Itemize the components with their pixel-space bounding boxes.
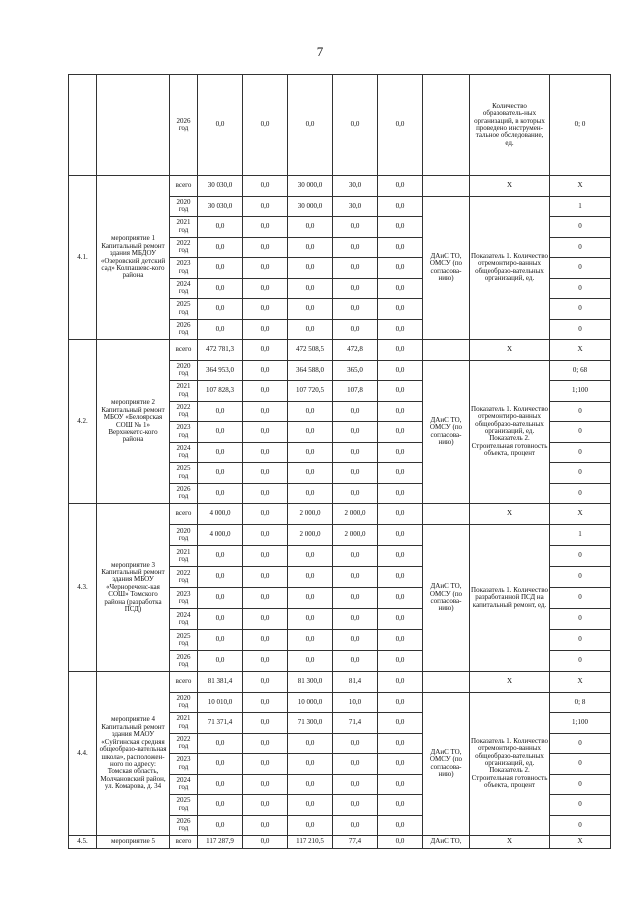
indicator-value-cell: 0 (550, 754, 611, 775)
value-cell: 81,4 (333, 672, 378, 693)
year-cell: 2022 год (170, 237, 198, 258)
indicator-value-cell: 1;100 (550, 713, 611, 734)
value-cell: 0,0 (333, 442, 378, 463)
value-cell: 0,0 (198, 319, 243, 340)
indicator-value-cell: 0 (550, 815, 611, 836)
value-cell: 0,0 (378, 546, 423, 567)
value-cell: 0,0 (378, 258, 423, 279)
table-row (69, 340, 611, 361)
indicator-cell: Количество образователь-ных организаций, в которых проведено инструмен-тальное обследование, ед. (470, 75, 550, 176)
value-cell: 0,0 (243, 442, 288, 463)
value-cell: 0,0 (288, 278, 333, 299)
executor-cell (423, 504, 470, 525)
description-cell: мероприятие 3 Капитальный ремонт здания МБОУ «Чернореченс-кая СОШ» Томского района (разработка ПСД) (97, 504, 170, 672)
value-cell: 0,0 (198, 442, 243, 463)
value-cell: 0,0 (198, 795, 243, 816)
value-cell: 4 000,0 (198, 525, 243, 546)
value-cell: 10,0 (333, 692, 378, 713)
value-cell: 2 000,0 (333, 525, 378, 546)
value-cell: 0,0 (198, 217, 243, 238)
value-cell: 71 371,4 (198, 713, 243, 734)
year-cell: всего (170, 672, 198, 693)
description-cell: мероприятие 1 Капитальный ремонт здания МБДОУ «Озеровский детский сад» Колпашевс-кого района (97, 176, 170, 340)
year-cell: 2020 год (170, 360, 198, 381)
value-cell: 4 000,0 (198, 504, 243, 525)
value-cell: 0,0 (333, 651, 378, 672)
value-cell: 0,0 (243, 278, 288, 299)
indicator-value-cell: 0 (550, 217, 611, 238)
value-cell: 0,0 (243, 299, 288, 320)
value-cell: 0,0 (243, 692, 288, 713)
x-cell: Х (470, 176, 550, 197)
value-cell: 117 287,9 (198, 836, 243, 849)
year-cell: 2022 год (170, 567, 198, 588)
indicator-value-cell: 0 (550, 463, 611, 484)
value-cell: 0,0 (333, 258, 378, 279)
value-cell: 0,0 (378, 422, 423, 443)
value-cell: 0,0 (288, 546, 333, 567)
value-cell: 0,0 (243, 713, 288, 734)
value-cell: 10 000,0 (288, 692, 333, 713)
year-cell: 2026 год (170, 319, 198, 340)
value-cell: 0,0 (333, 237, 378, 258)
value-cell: 0,0 (243, 75, 288, 176)
value-cell: 0,0 (333, 774, 378, 795)
year-cell: 2026 год (170, 483, 198, 504)
value-cell: 0,0 (288, 651, 333, 672)
value-cell: 0,0 (333, 278, 378, 299)
value-cell: 0,0 (378, 299, 423, 320)
value-cell: 0,0 (243, 630, 288, 651)
value-cell: 0,0 (378, 483, 423, 504)
value-cell: 0,0 (378, 733, 423, 754)
value-cell: 0,0 (333, 815, 378, 836)
value-cell: 472,8 (333, 340, 378, 361)
value-cell: 0,0 (243, 774, 288, 795)
value-cell: 0,0 (378, 504, 423, 525)
value-cell: 0,0 (378, 836, 423, 849)
value-cell: 0,0 (198, 237, 243, 258)
value-cell: 0,0 (333, 609, 378, 630)
x-cell: Х (470, 672, 550, 693)
year-cell: всего (170, 340, 198, 361)
value-cell: 0,0 (198, 258, 243, 279)
value-cell: 0,0 (288, 401, 333, 422)
value-cell: 0,0 (243, 463, 288, 484)
number-cell (69, 75, 97, 176)
indicator-value-cell: 1;100 (550, 381, 611, 402)
executor-cell: ДАиС ТО, ОМСУ (по согласова-нию) (423, 692, 470, 836)
value-cell: 0,0 (333, 299, 378, 320)
value-cell: 2 000,0 (288, 504, 333, 525)
indicator-value-cell: Х (550, 672, 611, 693)
indicator-value-cell: Х (550, 504, 611, 525)
description-cell: мероприятие 5 (97, 836, 170, 849)
value-cell: 0,0 (288, 463, 333, 484)
value-cell: 0,0 (378, 196, 423, 217)
value-cell: 0,0 (198, 422, 243, 443)
value-cell: 0,0 (378, 795, 423, 816)
value-cell: 0,0 (198, 401, 243, 422)
value-cell: 0,0 (243, 340, 288, 361)
year-cell: 2020 год (170, 525, 198, 546)
value-cell: 0,0 (333, 483, 378, 504)
number-cell: 4.1. (69, 176, 97, 340)
year-cell: 2021 год (170, 713, 198, 734)
value-cell: 0,0 (198, 463, 243, 484)
value-cell: 0,0 (378, 237, 423, 258)
value-cell: 0,0 (288, 754, 333, 775)
table-row (69, 176, 611, 197)
value-cell: 0,0 (288, 567, 333, 588)
indicator-value-cell: 0 (550, 278, 611, 299)
number-cell: 4.5. (69, 836, 97, 849)
value-cell: 0,0 (378, 525, 423, 546)
value-cell: 0,0 (333, 733, 378, 754)
value-cell: 0,0 (333, 217, 378, 238)
year-cell: 2024 год (170, 609, 198, 630)
value-cell: 0,0 (378, 567, 423, 588)
value-cell: 364 588,0 (288, 360, 333, 381)
value-cell: 0,0 (333, 319, 378, 340)
value-cell: 0,0 (288, 422, 333, 443)
year-cell: 2026 год (170, 815, 198, 836)
value-cell: 0,0 (288, 588, 333, 609)
year-cell: всего (170, 176, 198, 197)
value-cell: 0,0 (288, 299, 333, 320)
year-cell: 2023 год (170, 588, 198, 609)
x-cell: Х (470, 340, 550, 361)
executor-cell: ДАиС ТО, ОМСУ (по согласова-нию) (423, 196, 470, 340)
indicator-cell: Показатель 1. Количество разработанной ПСД на капитальный ремонт, ед. (470, 525, 550, 672)
year-cell: 2024 год (170, 774, 198, 795)
value-cell: 107,8 (333, 381, 378, 402)
value-cell: 0,0 (243, 504, 288, 525)
value-cell: 0,0 (333, 588, 378, 609)
value-cell: 0,0 (243, 401, 288, 422)
executor-cell: ДАиС ТО, (423, 836, 470, 849)
value-cell: 0,0 (243, 588, 288, 609)
value-cell: 30 030,0 (198, 196, 243, 217)
value-cell: 0,0 (333, 546, 378, 567)
value-cell: 0,0 (243, 836, 288, 849)
value-cell: 117 210,5 (288, 836, 333, 849)
value-cell: 0,0 (378, 319, 423, 340)
value-cell: 472 781,3 (198, 340, 243, 361)
value-cell: 0,0 (288, 630, 333, 651)
value-cell: 0,0 (198, 651, 243, 672)
year-cell: 2020 год (170, 692, 198, 713)
indicator-cell: Показатель 1. Количество отремонтиро-ванных общеобразо-вательных организаций, ед. (470, 196, 550, 340)
year-cell: 2021 год (170, 217, 198, 238)
year-cell: 2024 год (170, 442, 198, 463)
value-cell: 0,0 (378, 381, 423, 402)
value-cell: 0,0 (378, 401, 423, 422)
value-cell: 0,0 (378, 754, 423, 775)
value-cell: 0,0 (243, 422, 288, 443)
year-cell: всего (170, 836, 198, 849)
value-cell: 0,0 (198, 75, 243, 176)
year-cell: 2024 год (170, 278, 198, 299)
value-cell: 0,0 (378, 672, 423, 693)
value-cell: 0,0 (288, 319, 333, 340)
value-cell: 0,0 (198, 588, 243, 609)
value-cell: 0,0 (198, 483, 243, 504)
value-cell: 0,0 (243, 196, 288, 217)
value-cell: 81 300,0 (288, 672, 333, 693)
indicator-value-cell: 0; 8 (550, 692, 611, 713)
year-cell: 2026 год (170, 651, 198, 672)
year-cell: 2023 год (170, 754, 198, 775)
value-cell: 0,0 (243, 672, 288, 693)
number-cell: 4.4. (69, 672, 97, 836)
year-cell: 2026 год (170, 75, 198, 176)
value-cell: 0,0 (243, 567, 288, 588)
indicator-value-cell: 1 (550, 525, 611, 546)
value-cell: 0,0 (243, 546, 288, 567)
value-cell: 364 953,0 (198, 360, 243, 381)
value-cell: 0,0 (243, 609, 288, 630)
description-cell: мероприятие 4 Капитальный ремонт здания МАОУ «Суйгинская средняя общеобразо-вательная школа», расположен-ного по адресу: Томская область, Молчановский район, ул. Комарова, д. 34 (97, 672, 170, 836)
value-cell: 0,0 (288, 795, 333, 816)
value-cell: 0,0 (378, 630, 423, 651)
indicator-value-cell: 1 (550, 196, 611, 217)
description-cell: мероприятие 2 Капитальный ремонт МБОУ «Белоярская СОШ № 1» Верхнекетс-кого района (97, 340, 170, 504)
table-row (69, 672, 611, 693)
value-cell: 472 508,5 (288, 340, 333, 361)
value-cell: 0,0 (378, 176, 423, 197)
table-row (69, 75, 611, 176)
value-cell: 81 381,4 (198, 672, 243, 693)
value-cell: 0,0 (198, 754, 243, 775)
value-cell: 0,0 (198, 815, 243, 836)
indicator-cell: Показатель 1. Количество отремонтиро-ванных общеобразо-вательных организаций, ед. Показатель 2. Строительная готовность объекта, процент (470, 692, 550, 836)
program-table (68, 74, 611, 849)
indicator-value-cell: 0; 68 (550, 360, 611, 381)
value-cell: 0,0 (243, 651, 288, 672)
executor-cell (423, 672, 470, 693)
value-cell: 0,0 (243, 176, 288, 197)
value-cell: 0,0 (378, 609, 423, 630)
value-cell: 0,0 (198, 299, 243, 320)
value-cell: 0,0 (243, 483, 288, 504)
year-cell: 2023 год (170, 422, 198, 443)
table-row (69, 504, 611, 525)
value-cell: 0,0 (333, 754, 378, 775)
year-cell: 2020 год (170, 196, 198, 217)
value-cell: 0,0 (333, 75, 378, 176)
value-cell: 0,0 (243, 360, 288, 381)
value-cell: 0,0 (288, 237, 333, 258)
value-cell: 0,0 (333, 630, 378, 651)
value-cell: 0,0 (288, 258, 333, 279)
value-cell: 0,0 (378, 651, 423, 672)
indicator-value-cell: 0 (550, 546, 611, 567)
value-cell: 0,0 (378, 360, 423, 381)
value-cell: 30 030,0 (198, 176, 243, 197)
year-cell: 2022 год (170, 401, 198, 422)
year-cell: 2025 год (170, 463, 198, 484)
indicator-value-cell: 0 (550, 483, 611, 504)
value-cell: 0,0 (288, 483, 333, 504)
value-cell: 0,0 (288, 733, 333, 754)
indicator-value-cell: 0 (550, 588, 611, 609)
value-cell: 0,0 (378, 692, 423, 713)
indicator-value-cell: 0 (550, 774, 611, 795)
value-cell: 71,4 (333, 713, 378, 734)
indicator-value-cell: 0 (550, 299, 611, 320)
indicator-value-cell: 0; 0 (550, 75, 611, 176)
number-cell: 4.3. (69, 504, 97, 672)
value-cell: 0,0 (198, 278, 243, 299)
value-cell: 0,0 (243, 815, 288, 836)
value-cell: 0,0 (288, 442, 333, 463)
value-cell: 30 000,0 (288, 196, 333, 217)
indicator-cell: Показатель 1. Количество отремонтиро-ванных общеобразо-вательных организаций, ед. Показатель 2. Строительная готовность объекта, процент (470, 360, 550, 504)
number-cell: 4.2. (69, 340, 97, 504)
value-cell: 0,0 (288, 75, 333, 176)
value-cell: 2 000,0 (288, 525, 333, 546)
indicator-value-cell: 0 (550, 422, 611, 443)
year-cell: 2022 год (170, 733, 198, 754)
value-cell: 0,0 (333, 422, 378, 443)
value-cell: 0,0 (243, 525, 288, 546)
value-cell: 0,0 (243, 258, 288, 279)
value-cell: 30,0 (333, 196, 378, 217)
year-cell: 2025 год (170, 795, 198, 816)
value-cell: 0,0 (333, 463, 378, 484)
executor-cell: ДАиС ТО, ОМСУ (по согласова-нию) (423, 525, 470, 672)
value-cell: 0,0 (243, 733, 288, 754)
value-cell: 0,0 (243, 381, 288, 402)
indicator-value-cell: 0 (550, 237, 611, 258)
executor-cell (423, 340, 470, 361)
indicator-value-cell: 0 (550, 609, 611, 630)
value-cell: 0,0 (288, 815, 333, 836)
value-cell: 0,0 (378, 815, 423, 836)
x-cell: Х (470, 836, 550, 849)
value-cell: 0,0 (198, 567, 243, 588)
value-cell: 0,0 (198, 630, 243, 651)
value-cell: 0,0 (378, 442, 423, 463)
value-cell: 2 000,0 (333, 504, 378, 525)
value-cell: 0,0 (333, 401, 378, 422)
value-cell: 0,0 (378, 774, 423, 795)
value-cell: 0,0 (243, 237, 288, 258)
value-cell: 77,4 (333, 836, 378, 849)
value-cell: 0,0 (378, 217, 423, 238)
value-cell: 0,0 (243, 319, 288, 340)
value-cell: 0,0 (288, 609, 333, 630)
indicator-value-cell: 0 (550, 733, 611, 754)
page-number: 7 (316, 44, 324, 59)
year-cell: всего (170, 504, 198, 525)
indicator-value-cell: Х (550, 340, 611, 361)
value-cell: 0,0 (378, 75, 423, 176)
value-cell: 0,0 (243, 795, 288, 816)
value-cell: 0,0 (378, 713, 423, 734)
value-cell: 107 828,3 (198, 381, 243, 402)
value-cell: 365,0 (333, 360, 378, 381)
indicator-value-cell: 0 (550, 630, 611, 651)
value-cell: 0,0 (378, 588, 423, 609)
value-cell: 0,0 (378, 463, 423, 484)
indicator-value-cell: 0 (550, 651, 611, 672)
year-cell: 2025 год (170, 630, 198, 651)
value-cell: 0,0 (198, 546, 243, 567)
value-cell: 0,0 (288, 217, 333, 238)
value-cell: 0,0 (378, 278, 423, 299)
value-cell: 0,0 (198, 733, 243, 754)
year-cell: 2021 год (170, 381, 198, 402)
value-cell: 107 720,5 (288, 381, 333, 402)
indicator-value-cell: 0 (550, 567, 611, 588)
value-cell: 0,0 (378, 340, 423, 361)
table-row (69, 836, 611, 849)
value-cell: 30,0 (333, 176, 378, 197)
value-cell: 0,0 (333, 795, 378, 816)
value-cell: 0,0 (243, 754, 288, 775)
indicator-value-cell: 0 (550, 442, 611, 463)
executor-cell (423, 75, 470, 176)
indicator-value-cell: 0 (550, 795, 611, 816)
value-cell: 10 010,0 (198, 692, 243, 713)
value-cell: 71 300,0 (288, 713, 333, 734)
executor-cell: ДАиС ТО, ОМСУ (по согласова-нию) (423, 360, 470, 504)
year-cell: 2021 год (170, 546, 198, 567)
description-cell (97, 75, 170, 176)
value-cell: 0,0 (243, 217, 288, 238)
indicator-value-cell: 0 (550, 401, 611, 422)
value-cell: 0,0 (288, 774, 333, 795)
executor-cell (423, 176, 470, 197)
indicator-value-cell: 0 (550, 258, 611, 279)
value-cell: 0,0 (333, 567, 378, 588)
value-cell: 30 000,0 (288, 176, 333, 197)
indicator-value-cell: Х (550, 836, 611, 849)
year-cell: 2023 год (170, 258, 198, 279)
value-cell: 0,0 (198, 774, 243, 795)
x-cell: Х (470, 504, 550, 525)
year-cell: 2025 год (170, 299, 198, 320)
indicator-value-cell: Х (550, 176, 611, 197)
value-cell: 0,0 (198, 609, 243, 630)
indicator-value-cell: 0 (550, 319, 611, 340)
